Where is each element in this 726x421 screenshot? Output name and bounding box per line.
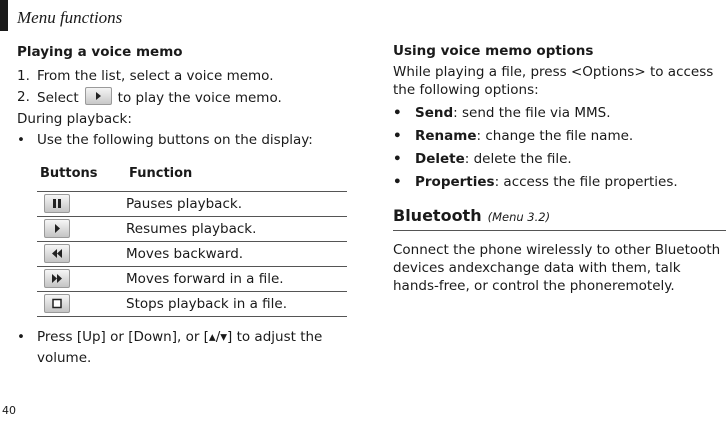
intro-line1: While playing a file, press <Options> to access <box>393 64 714 80</box>
step-text-after: to play the voice memo. <box>117 90 282 106</box>
bullet-dot: • <box>17 132 25 148</box>
option-term: Send <box>415 105 454 121</box>
step-1 <box>17 66 349 87</box>
fast-forward-icon <box>44 269 70 288</box>
step-2 <box>17 87 349 109</box>
option-term: Properties <box>415 174 495 190</box>
bluetooth-section-title <box>393 207 726 231</box>
rewind-icon <box>44 244 70 263</box>
bullet-item <box>17 130 349 151</box>
option-term: Delete <box>415 151 465 167</box>
option-term: Rename <box>415 128 477 144</box>
page-number: 40 <box>2 404 16 417</box>
option-desc: : send the file via MMS. <box>453 105 611 121</box>
bullet-text: Use the following buttons on the display: <box>37 132 313 148</box>
option-desc: : change the file name. <box>476 128 634 144</box>
section-title-sub: (Menu 3.2) <box>487 210 551 224</box>
bullet-dot: • <box>393 105 402 121</box>
table-cell-function: Moves forward in a file. <box>126 267 347 292</box>
play-icon <box>44 219 70 238</box>
table-cell-function: Stops playback in a file. <box>126 292 347 317</box>
list-item <box>393 173 726 191</box>
bullet-text-line2: volume. <box>37 350 92 366</box>
bluetooth-paragraph <box>393 241 726 295</box>
para-line3: hands-free, or control the phoneremotely. <box>393 278 675 294</box>
step-number: 2. <box>17 89 30 105</box>
left-column <box>17 42 349 369</box>
table-header-function: Function <box>126 159 347 192</box>
header-bar <box>0 0 8 31</box>
step-number: 1. <box>17 68 30 84</box>
list-item <box>393 150 726 168</box>
right-column <box>393 42 726 295</box>
options-list <box>393 104 726 191</box>
section-heading-playing: Playing a voice memo <box>17 44 183 60</box>
intro-line2: the following options: <box>393 82 539 98</box>
section-title-main: Bluetooth <box>393 206 482 225</box>
para-line1: Connect the phone wirelessly to other Bluetooth <box>393 242 721 258</box>
bullet-dot: • <box>393 128 402 144</box>
buttons-table <box>37 159 347 317</box>
para-line2: devices andexchange data with them, talk <box>393 260 681 276</box>
page-header-title: Menu functions <box>17 8 123 27</box>
table-row <box>37 292 347 317</box>
table-cell-function: Moves backward. <box>126 242 347 267</box>
table-row <box>37 192 347 217</box>
play-icon <box>85 87 112 105</box>
bullet-dot: • <box>17 329 25 345</box>
list-item <box>393 104 726 122</box>
option-desc: : access the file properties. <box>494 174 678 190</box>
pause-icon <box>44 194 70 213</box>
step-text: From the list, select a voice memo. <box>37 68 274 84</box>
list-item <box>393 127 726 145</box>
table-cell-function: Pauses playback. <box>126 192 347 217</box>
during-playback-label: During playback: <box>17 111 132 127</box>
table-cell-function: Resumes playback. <box>126 217 347 242</box>
bullet-dot: • <box>393 174 402 190</box>
table-row <box>37 267 347 292</box>
stop-icon <box>44 294 70 313</box>
option-desc: : delete the file. <box>464 151 572 167</box>
table-row <box>37 217 347 242</box>
step-text-before: Select <box>37 90 79 106</box>
section-heading-options: Using voice memo options <box>393 43 594 59</box>
bullet-text-line1: Press [Up] or [Down], or [▴/▾] to adjust the <box>37 329 323 345</box>
bullet-item <box>17 327 349 369</box>
table-row <box>37 242 347 267</box>
table-header-buttons: Buttons <box>37 159 126 192</box>
bullet-dot: • <box>393 151 402 167</box>
